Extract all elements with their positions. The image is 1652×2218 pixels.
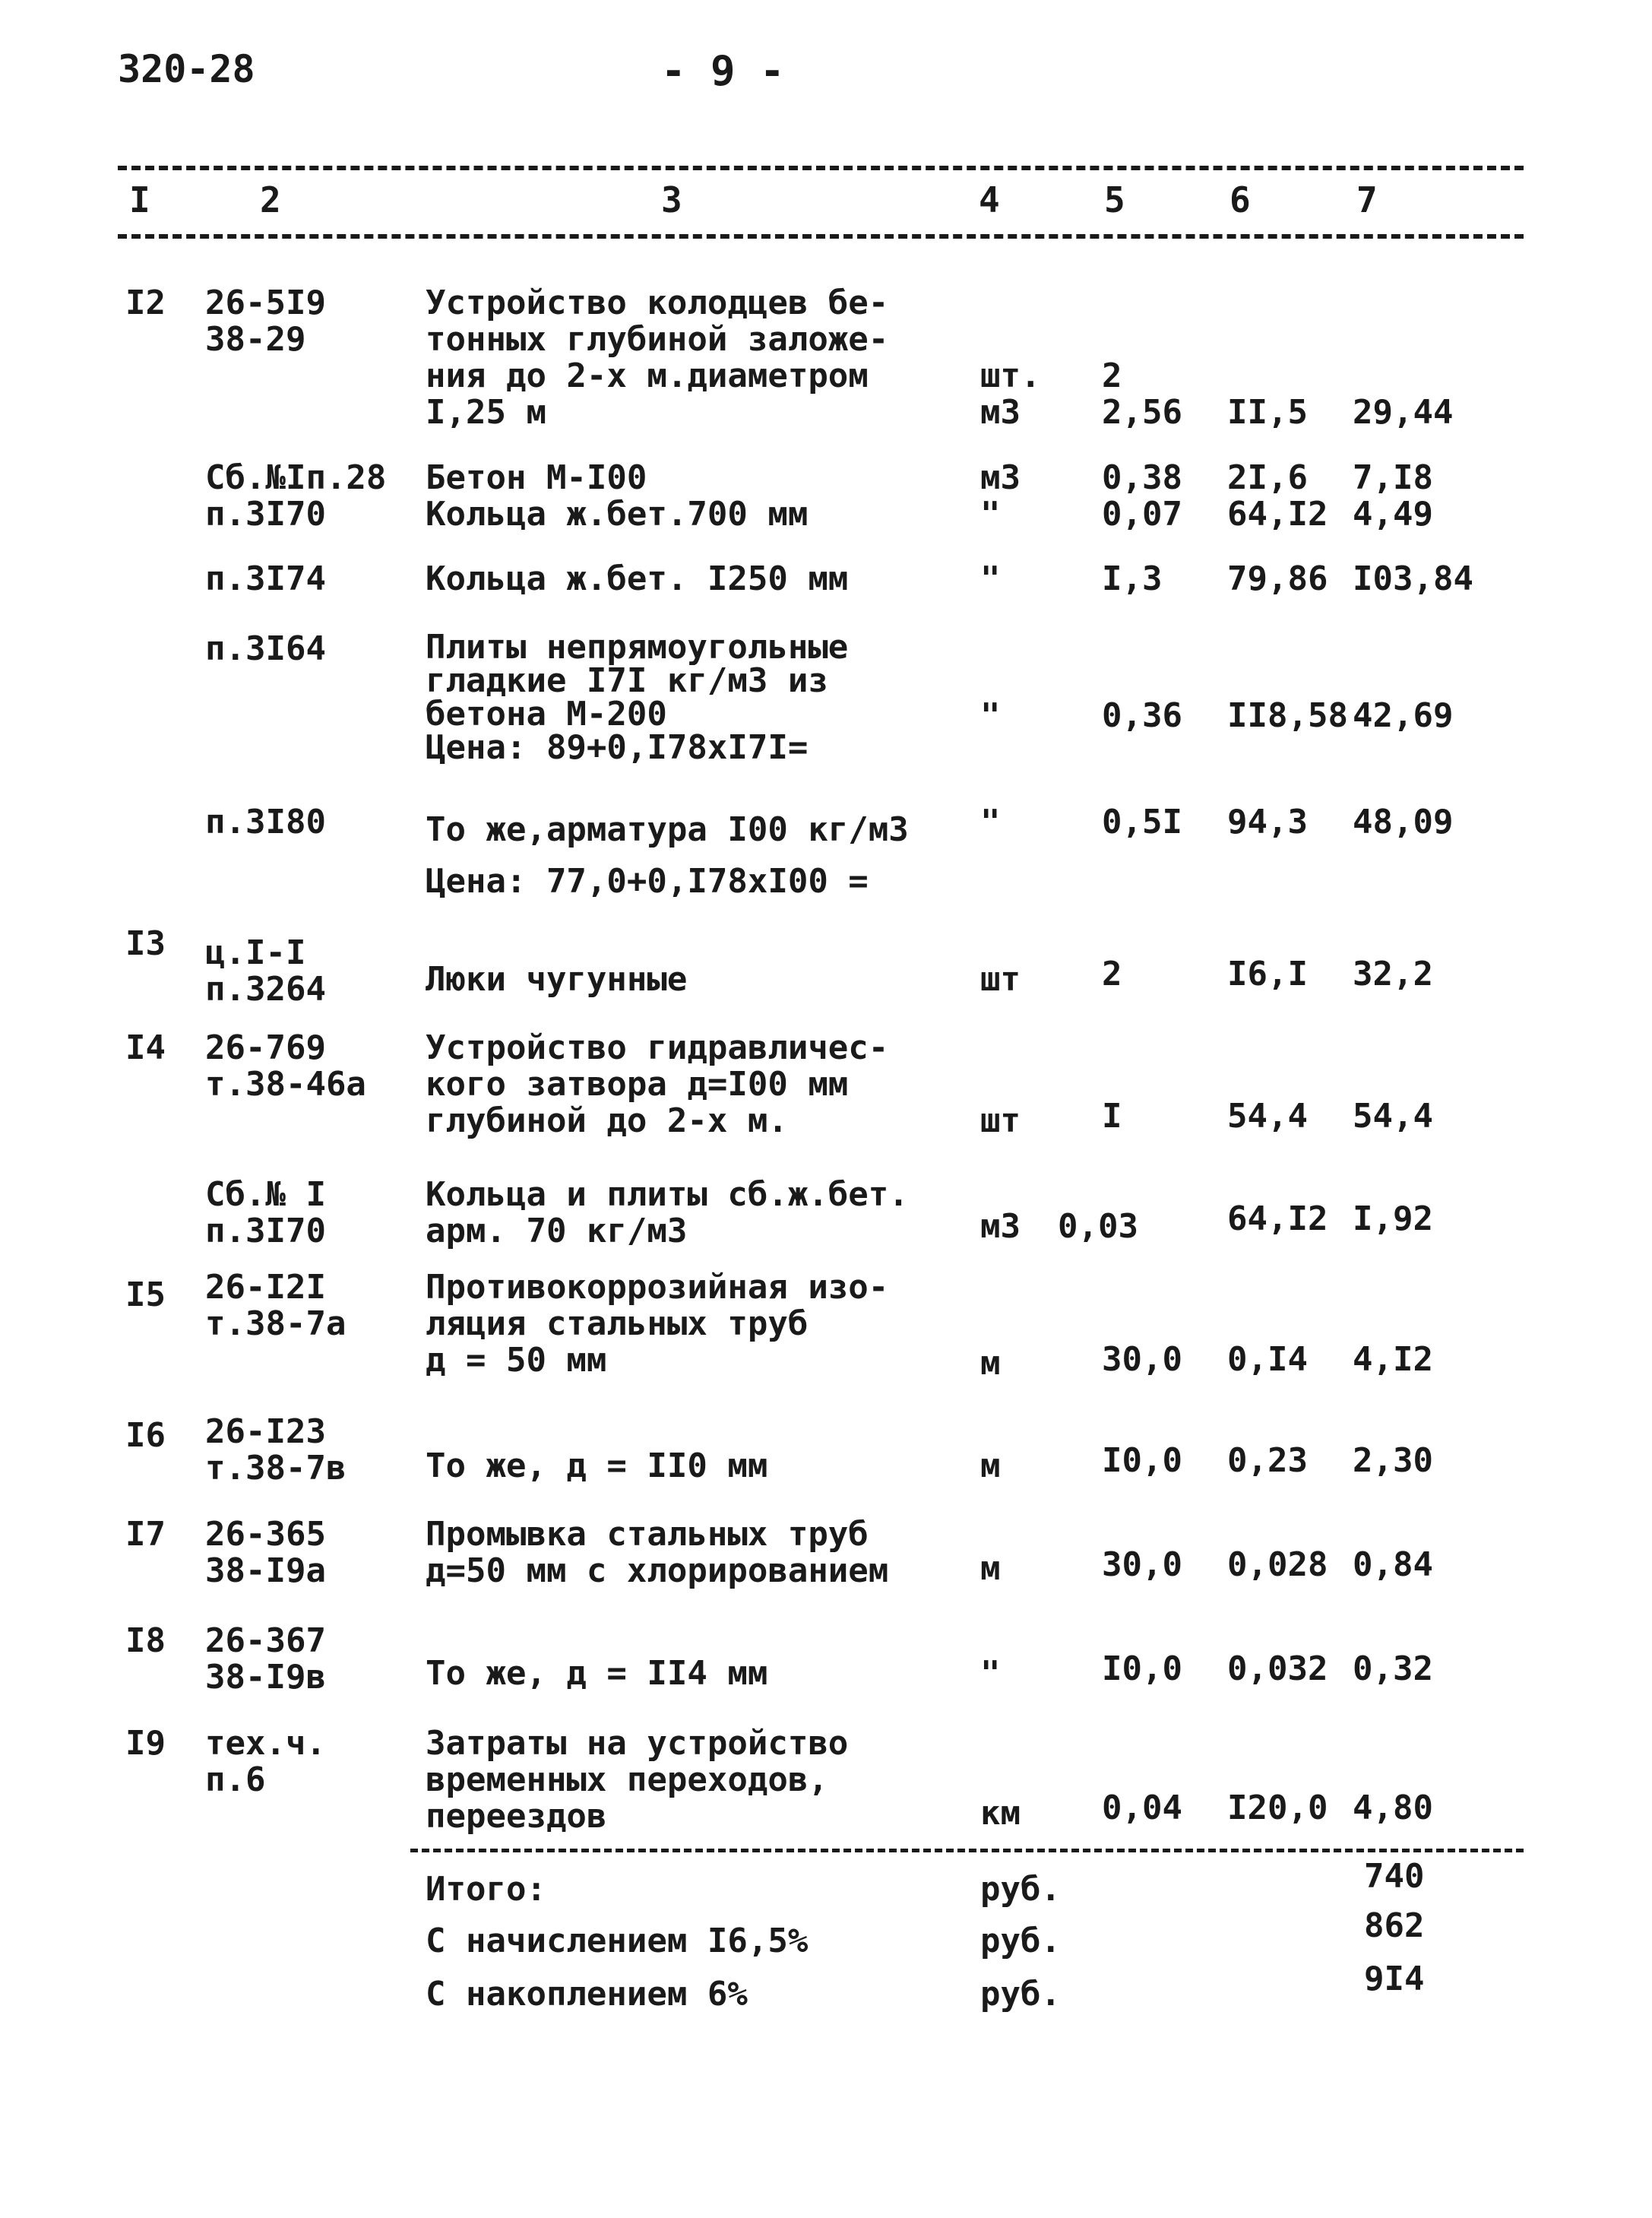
row-quantity: I	[1102, 1097, 1122, 1136]
row-unit-price: 0,I4	[1227, 1340, 1308, 1379]
row-total: 29,44	[1353, 393, 1454, 432]
row-number: I4	[125, 1028, 166, 1067]
row-number: I2	[125, 284, 166, 322]
row-total: I03,84	[1353, 559, 1473, 598]
row-unit-price: 79,86	[1227, 559, 1328, 598]
row-number: I5	[125, 1275, 166, 1314]
row-code: 26-367 38-I9в	[205, 1621, 326, 1697]
row-unit-price: I20,0	[1227, 1789, 1328, 1827]
totals-rule	[410, 1849, 1524, 1852]
row-description: То же,арматура I00 кг/м3 Цена: 77,0+0,I78xI00 =	[426, 810, 909, 901]
row-total: 32,2	[1353, 955, 1433, 993]
row-unit: м3	[980, 1207, 1021, 1246]
row-total: 7,I8 4,49	[1353, 458, 1433, 534]
row-unit-price: 64,I2	[1227, 1199, 1328, 1238]
row-number: I6	[125, 1416, 166, 1455]
row-code: 26-I23 т.38-7в	[205, 1412, 347, 1488]
row-code: Сб.№ I п.3I70	[205, 1175, 326, 1250]
total-with-charges-unit: руб.	[980, 1922, 1061, 1960]
document-code: 320-28	[118, 47, 255, 91]
header-bottom-rule	[118, 234, 1524, 239]
column-header-7: 7	[1356, 179, 1378, 220]
row-quantity: 2 2,56	[1102, 356, 1182, 432]
row-unit: м3 "	[980, 458, 1021, 534]
row-description: То же, д = II0 мм	[426, 1446, 768, 1485]
row-quantity: I0,0	[1102, 1649, 1182, 1688]
row-description: То же, д = II4 мм	[426, 1654, 768, 1693]
row-quantity: 0,04	[1102, 1789, 1182, 1827]
column-header-1: I	[129, 179, 150, 220]
row-unit-price: 2I,6 64,I2	[1227, 458, 1328, 534]
row-description: Люки чугунные	[426, 960, 688, 999]
page-number: - 9 -	[661, 47, 785, 95]
row-code: 26-I2I т.38-7а	[205, 1268, 347, 1343]
row-description: Плиты непрямоугольные гладкие I7I кг/м3 из бетона М-200 Цена: 89+0,I78xI7I=	[426, 628, 849, 767]
row-unit: "	[980, 1654, 1001, 1693]
row-quantity: 0,38 0,07	[1102, 458, 1182, 534]
column-header-4: 4	[979, 179, 1000, 220]
row-code: тех.ч. п.6	[205, 1724, 326, 1799]
row-code: п.3I80	[205, 803, 326, 841]
row-quantity: I0,0	[1102, 1441, 1182, 1480]
row-description: Противокоррозийная изо- ляция стальных труб д = 50 мм	[426, 1268, 889, 1380]
total-unit: руб.	[980, 1870, 1061, 1909]
row-description: Устройство гидравличес- кого затвора д=I00 мм глубиной до 2-х м.	[426, 1028, 889, 1140]
row-description: Затраты на устройство временных переходов, переездов	[426, 1724, 849, 1836]
row-quantity: 30,0	[1102, 1340, 1182, 1379]
row-total: 4,I2	[1353, 1340, 1433, 1379]
row-unit-price: 0,23	[1227, 1441, 1308, 1480]
row-unit: м	[980, 1446, 1001, 1485]
row-unit: м	[980, 1344, 1001, 1383]
row-unit: "	[980, 559, 1001, 598]
row-unit-price: 0,028	[1227, 1545, 1328, 1584]
row-total: 0,32	[1353, 1649, 1433, 1688]
row-total: 2,30	[1353, 1441, 1433, 1480]
total-with-charges-label: С начислением I6,5%	[426, 1922, 809, 1960]
row-code: ц.I-I п.3264	[205, 933, 326, 1009]
row-code: 26-769 т.38-46а	[205, 1028, 366, 1104]
row-quantity: 30,0	[1102, 1545, 1182, 1584]
row-total: 4,80	[1353, 1789, 1433, 1827]
row-code: 26-365 38-I9а	[205, 1515, 326, 1590]
row-unit-price: 0,032	[1227, 1649, 1328, 1688]
row-quantity: 0,5I	[1102, 803, 1182, 841]
row-total: 42,69	[1353, 696, 1454, 735]
total-with-charges-value: 862	[1364, 1906, 1425, 1945]
row-description: Устройство колодцев бе- тонных глубиной заложе- ния до 2-х м.диаметром I,25 м	[426, 284, 889, 432]
total-with-accumulation-label: С накоплением 6%	[426, 1975, 748, 2014]
total-value: 740	[1364, 1857, 1425, 1896]
row-unit: "	[980, 696, 1001, 735]
row-number: I3	[125, 924, 166, 963]
row-total: 54,4	[1353, 1097, 1433, 1136]
row-code: п.3I64	[205, 629, 326, 668]
row-description: Кольца ж.бет. I250 мм	[426, 559, 849, 598]
row-total: I,92	[1353, 1199, 1433, 1238]
column-header-6: 6	[1230, 179, 1251, 220]
row-unit: "	[980, 803, 1001, 841]
total-label: Итого:	[426, 1870, 546, 1909]
header-top-rule	[118, 166, 1524, 170]
row-description: Кольца и плиты сб.ж.бет. арм. 70 кг/м3	[426, 1175, 909, 1250]
row-unit: шт. м3	[980, 356, 1041, 432]
total-with-accumulation-value: 9I4	[1364, 1960, 1425, 1998]
row-code: Сб.№Iп.28 п.3I70	[205, 458, 387, 534]
row-unit: м	[980, 1549, 1001, 1588]
row-number: I9	[125, 1724, 166, 1763]
column-header-2: 2	[260, 179, 281, 220]
row-quantity: I,3	[1102, 559, 1163, 598]
row-unit-price: I6,I	[1227, 955, 1308, 993]
row-description: Промывка стальных труб д=50 мм с хлорированием	[426, 1515, 889, 1590]
row-unit: шт	[980, 960, 1021, 999]
row-unit-price: II,5	[1227, 393, 1308, 432]
row-description: Бетон М-I00 Кольца ж.бет.700 мм	[426, 458, 809, 534]
row-quantity: 0,36	[1102, 696, 1182, 735]
row-quantity: 0,03	[1058, 1207, 1138, 1246]
row-quantity: 2	[1102, 955, 1122, 993]
row-code: п.3I74	[205, 559, 326, 598]
row-unit-price: 94,3	[1227, 803, 1308, 841]
row-unit: км	[980, 1794, 1021, 1833]
row-unit-price: II8,58	[1227, 696, 1348, 735]
row-total: 0,84	[1353, 1545, 1433, 1584]
row-number: I8	[125, 1621, 166, 1660]
column-header-3: 3	[661, 179, 682, 220]
row-unit-price: 54,4	[1227, 1097, 1308, 1136]
column-header-5: 5	[1104, 179, 1125, 220]
row-total: 48,09	[1353, 803, 1454, 841]
total-with-accumulation-unit: руб.	[980, 1975, 1061, 2014]
row-code: 26-5I9 38-29	[205, 284, 326, 359]
row-number: I7	[125, 1515, 166, 1554]
row-unit: шт	[980, 1101, 1021, 1140]
